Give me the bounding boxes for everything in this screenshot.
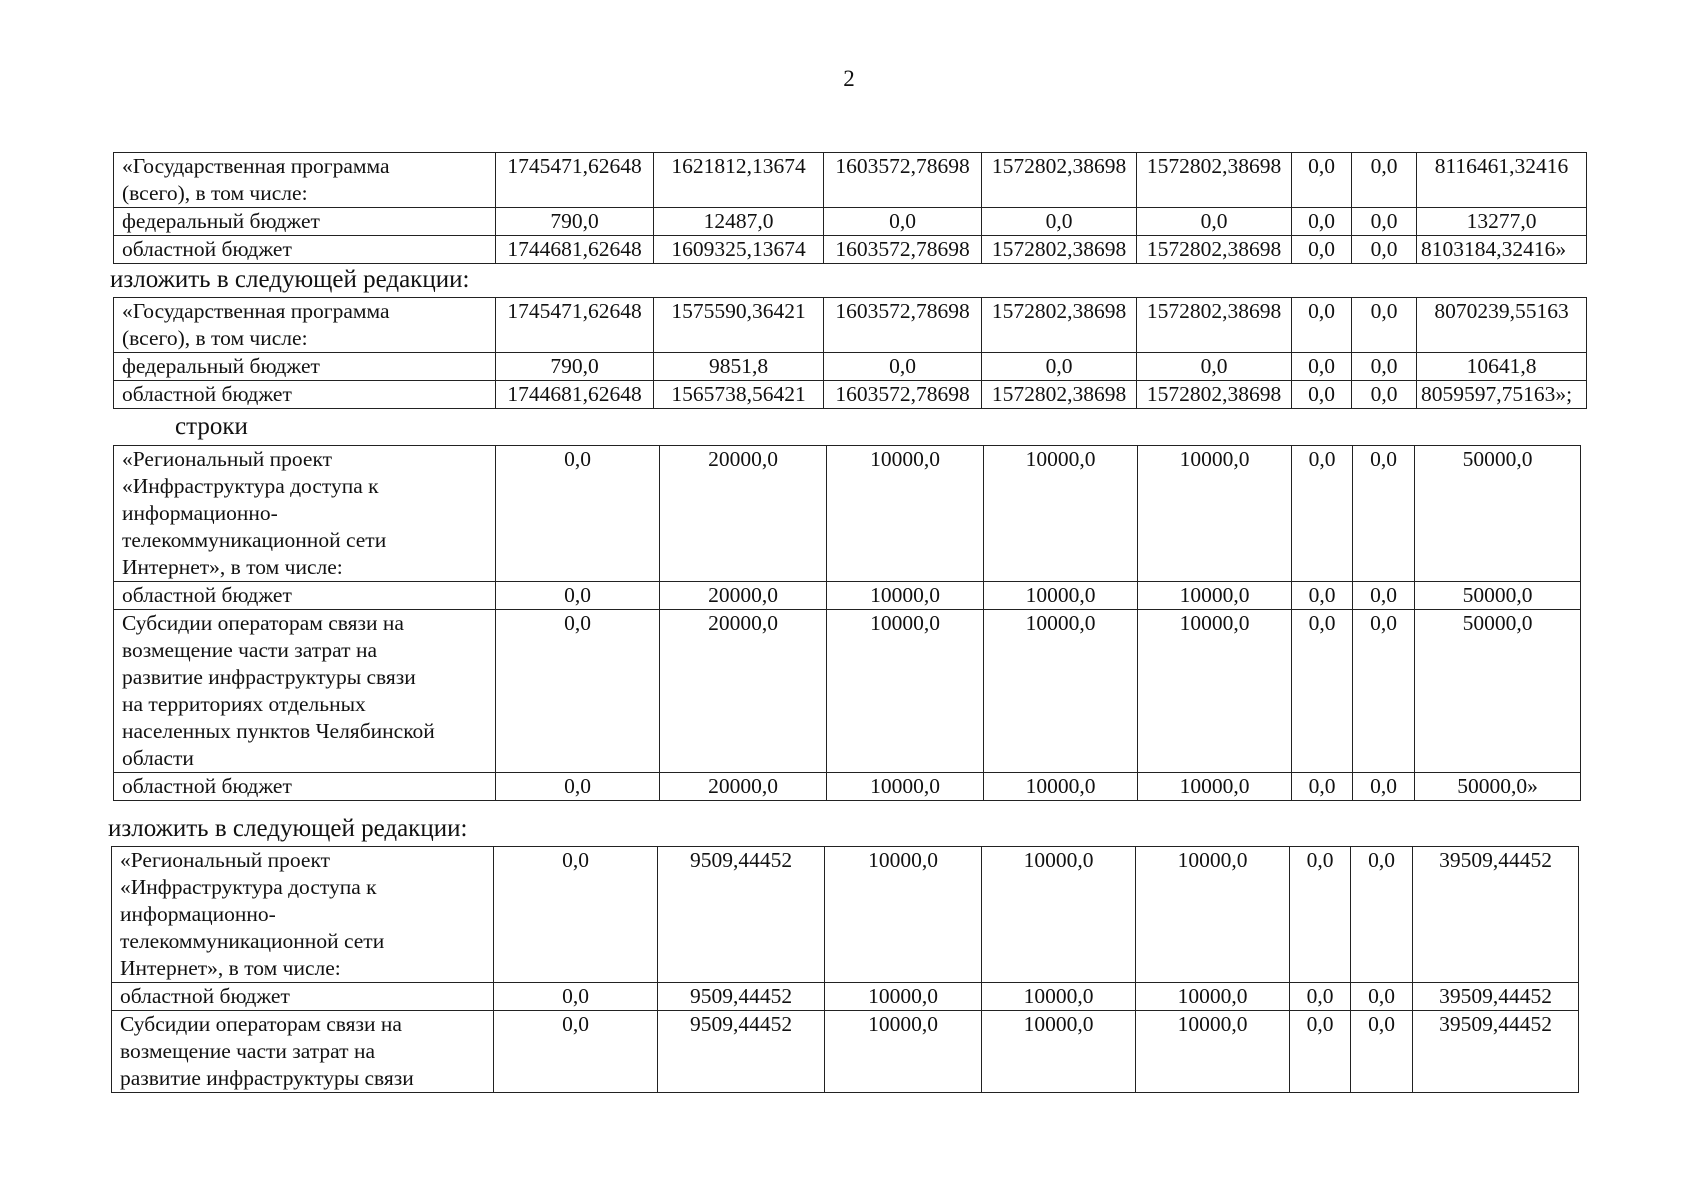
cell-value: 10000,0 — [1138, 610, 1292, 773]
cell-value: 0,0 — [494, 983, 658, 1011]
row-label — [114, 153, 496, 208]
cell-value: 1572802,38698 — [982, 153, 1137, 208]
row-label — [114, 208, 496, 236]
cell-value: 8103184,32416» — [1417, 236, 1587, 264]
label-line: на территориях отдельных — [122, 692, 366, 716]
cell-value: 50000,0 — [1415, 582, 1581, 610]
label-line: «Региональный проект — [122, 447, 333, 471]
table-row — [112, 983, 1579, 1011]
cell-value: 0,0 — [1352, 236, 1417, 264]
cell-value: 0,0 — [1292, 298, 1352, 353]
cell-value: 1609325,13674 — [654, 236, 824, 264]
cell-value: 0,0 — [1353, 610, 1415, 773]
cell-value: 0,0 — [496, 773, 660, 801]
cell-value: 39509,44452 — [1413, 1011, 1579, 1093]
cell-value: 0,0 — [1292, 381, 1352, 409]
table-row — [112, 847, 1579, 983]
cell-value: 0,0 — [1290, 847, 1351, 983]
cell-value: 1603572,78698 — [824, 381, 982, 409]
label-line: «Региональный проект — [120, 848, 331, 872]
label-line: областной бюджет — [122, 237, 292, 261]
cell-value: 8059597,75163»; — [1417, 381, 1587, 409]
table-row — [114, 446, 1581, 582]
cell-value: 0,0 — [1290, 1011, 1351, 1093]
label-line: «Государственная программа — [122, 154, 390, 178]
row-label — [114, 446, 496, 582]
cell-value: 0,0 — [824, 353, 982, 381]
label-line: информационно- — [120, 902, 276, 926]
cell-value: 10000,0 — [1136, 983, 1290, 1011]
row-label — [114, 773, 496, 801]
cell-value: 1572802,38698 — [982, 236, 1137, 264]
cell-value: 39509,44452 — [1413, 847, 1579, 983]
cell-value: 1745471,62648 — [496, 153, 654, 208]
cell-value: 790,0 — [496, 353, 654, 381]
cell-value: 0,0 — [1137, 353, 1292, 381]
cell-value: 8116461,32416 — [1417, 153, 1587, 208]
cell-value: 10000,0 — [827, 773, 984, 801]
label-line: (всего), в том числе: — [122, 181, 308, 205]
cell-value: 0,0 — [1352, 381, 1417, 409]
row-label — [112, 1011, 494, 1093]
cell-value: 10000,0 — [827, 582, 984, 610]
cell-value: 12487,0 — [654, 208, 824, 236]
cell-value: 1603572,78698 — [824, 153, 982, 208]
cell-value: 0,0 — [496, 446, 660, 582]
cell-value: 1565738,56421 — [654, 381, 824, 409]
cell-value: 1572802,38698 — [1137, 381, 1292, 409]
label-line: областной бюджет — [122, 583, 292, 607]
cell-value: 9509,44452 — [658, 983, 825, 1011]
cell-value: 10000,0 — [984, 610, 1138, 773]
cell-value: 0,0 — [494, 1011, 658, 1093]
cell-value: 0,0 — [1351, 847, 1413, 983]
cell-value: 0,0 — [496, 582, 660, 610]
cell-value: 10000,0 — [984, 773, 1138, 801]
cell-value: 10000,0 — [982, 1011, 1136, 1093]
table-row — [114, 153, 1587, 208]
cell-value: 50000,0 — [1415, 446, 1581, 582]
cell-value: 10000,0 — [1136, 1011, 1290, 1093]
page-number: 2 — [843, 66, 855, 91]
row-label — [112, 983, 494, 1011]
cell-value: 0,0 — [1292, 236, 1352, 264]
row-label — [114, 381, 496, 409]
label-line: телекоммуникационной сети — [122, 528, 387, 552]
label-line: Субсидии операторам связи на — [122, 611, 404, 635]
cell-value: 8070239,55163 — [1417, 298, 1587, 353]
cell-value: 0,0 — [1352, 353, 1417, 381]
row-label — [114, 353, 496, 381]
cell-value: 0,0 — [1352, 298, 1417, 353]
cell-value: 1744681,62648 — [496, 236, 654, 264]
cell-value: 0,0 — [1292, 446, 1353, 582]
cell-value: 10000,0 — [1138, 773, 1292, 801]
label-line: населенных пунктов Челябинской — [122, 719, 435, 743]
cell-value: 10000,0 — [1138, 582, 1292, 610]
cell-value: 0,0 — [1292, 353, 1352, 381]
row-label — [114, 582, 496, 610]
table-row — [112, 1011, 1579, 1093]
label-line: (всего), в том числе: — [122, 326, 308, 350]
label-line: Субсидии операторам связи на — [120, 1012, 402, 1036]
table-row — [114, 582, 1581, 610]
cell-value: 10000,0 — [984, 582, 1138, 610]
label-line: развитие инфраструктуры связи — [120, 1066, 414, 1090]
cell-value: 1744681,62648 — [496, 381, 654, 409]
row-label — [114, 236, 496, 264]
project-table-new — [111, 846, 1579, 1093]
table-row — [114, 208, 1587, 236]
cell-value: 1745471,62648 — [496, 298, 654, 353]
row-label — [114, 610, 496, 773]
label-line: информационно- — [122, 501, 278, 525]
cell-value: 0,0 — [1292, 610, 1353, 773]
label-line: областной бюджет — [122, 774, 292, 798]
cell-value: 10000,0 — [825, 983, 982, 1011]
cell-value: 13277,0 — [1417, 208, 1587, 236]
cell-value: 0,0 — [1292, 773, 1353, 801]
cell-value: 0,0 — [1292, 153, 1352, 208]
label-line: «Инфраструктура доступа к — [122, 474, 379, 498]
cell-value: 9509,44452 — [658, 1011, 825, 1093]
cell-value: 1575590,36421 — [654, 298, 824, 353]
label-line: Интернет», в том числе: — [122, 555, 343, 579]
cell-value: 10000,0 — [825, 847, 982, 983]
label-line: области — [122, 746, 194, 770]
label-line: областной бюджет — [122, 382, 292, 406]
cell-value: 20000,0 — [660, 610, 827, 773]
section-heading: изложить в следующей редакции: — [108, 815, 468, 842]
cell-value: 10000,0 — [1136, 847, 1290, 983]
cell-value: 9509,44452 — [658, 847, 825, 983]
cell-value: 50000,0» — [1415, 773, 1581, 801]
cell-value: 0,0 — [1353, 446, 1415, 582]
cell-value: 1603572,78698 — [824, 298, 982, 353]
cell-value: 1572802,38698 — [982, 381, 1137, 409]
label-line: «Инфраструктура доступа к — [120, 875, 377, 899]
table-row — [114, 298, 1587, 353]
cell-value: 0,0 — [982, 353, 1137, 381]
section-heading: изложить в следующей редакции: — [110, 266, 470, 293]
cell-value: 10000,0 — [827, 446, 984, 582]
section-heading: строки — [175, 413, 248, 440]
program-table-new — [113, 297, 1587, 409]
cell-value: 10000,0 — [1138, 446, 1292, 582]
cell-value: 0,0 — [1292, 582, 1353, 610]
cell-value: 10000,0 — [984, 446, 1138, 582]
cell-value: 1603572,78698 — [824, 236, 982, 264]
cell-value: 20000,0 — [660, 446, 827, 582]
label-line: возмещение части затрат на — [120, 1039, 375, 1063]
program-table-old — [113, 152, 1587, 264]
label-line: федеральный бюджет — [122, 209, 320, 233]
cell-value: 0,0 — [1352, 153, 1417, 208]
label-line: Интернет», в том числе: — [120, 956, 341, 980]
cell-value: 0,0 — [1352, 208, 1417, 236]
cell-value: 1621812,13674 — [654, 153, 824, 208]
label-line: возмещение части затрат на — [122, 638, 377, 662]
cell-value: 1572802,38698 — [1137, 153, 1292, 208]
table-row — [114, 381, 1587, 409]
cell-value: 10641,8 — [1417, 353, 1587, 381]
cell-value: 10000,0 — [982, 983, 1136, 1011]
cell-value: 10000,0 — [825, 1011, 982, 1093]
table-row — [114, 353, 1587, 381]
cell-value: 0,0 — [1353, 773, 1415, 801]
label-line: областной бюджет — [120, 984, 290, 1008]
table-row — [114, 773, 1581, 801]
project-table-old — [113, 445, 1581, 801]
label-line: «Государственная программа — [122, 299, 390, 323]
cell-value: 0,0 — [494, 847, 658, 983]
label-line: развитие инфраструктуры связи — [122, 665, 416, 689]
cell-value: 0,0 — [1353, 582, 1415, 610]
row-label — [112, 847, 494, 983]
cell-value: 790,0 — [496, 208, 654, 236]
cell-value: 0,0 — [1351, 1011, 1413, 1093]
cell-value: 0,0 — [1290, 983, 1351, 1011]
cell-value: 1572802,38698 — [982, 298, 1137, 353]
cell-value: 0,0 — [824, 208, 982, 236]
cell-value: 9851,8 — [654, 353, 824, 381]
cell-value: 0,0 — [1351, 983, 1413, 1011]
cell-value: 10000,0 — [982, 847, 1136, 983]
label-line: федеральный бюджет — [122, 354, 320, 378]
table-row — [114, 610, 1581, 773]
label-line: телекоммуникационной сети — [120, 929, 385, 953]
cell-value: 39509,44452 — [1413, 983, 1579, 1011]
cell-value: 0,0 — [496, 610, 660, 773]
cell-value: 0,0 — [1292, 208, 1352, 236]
cell-value: 10000,0 — [827, 610, 984, 773]
cell-value: 0,0 — [982, 208, 1137, 236]
cell-value: 1572802,38698 — [1137, 298, 1292, 353]
cell-value: 0,0 — [1137, 208, 1292, 236]
cell-value: 20000,0 — [660, 582, 827, 610]
table-row — [114, 236, 1587, 264]
cell-value: 1572802,38698 — [1137, 236, 1292, 264]
row-label — [114, 298, 496, 353]
cell-value: 20000,0 — [660, 773, 827, 801]
cell-value: 50000,0 — [1415, 610, 1581, 773]
